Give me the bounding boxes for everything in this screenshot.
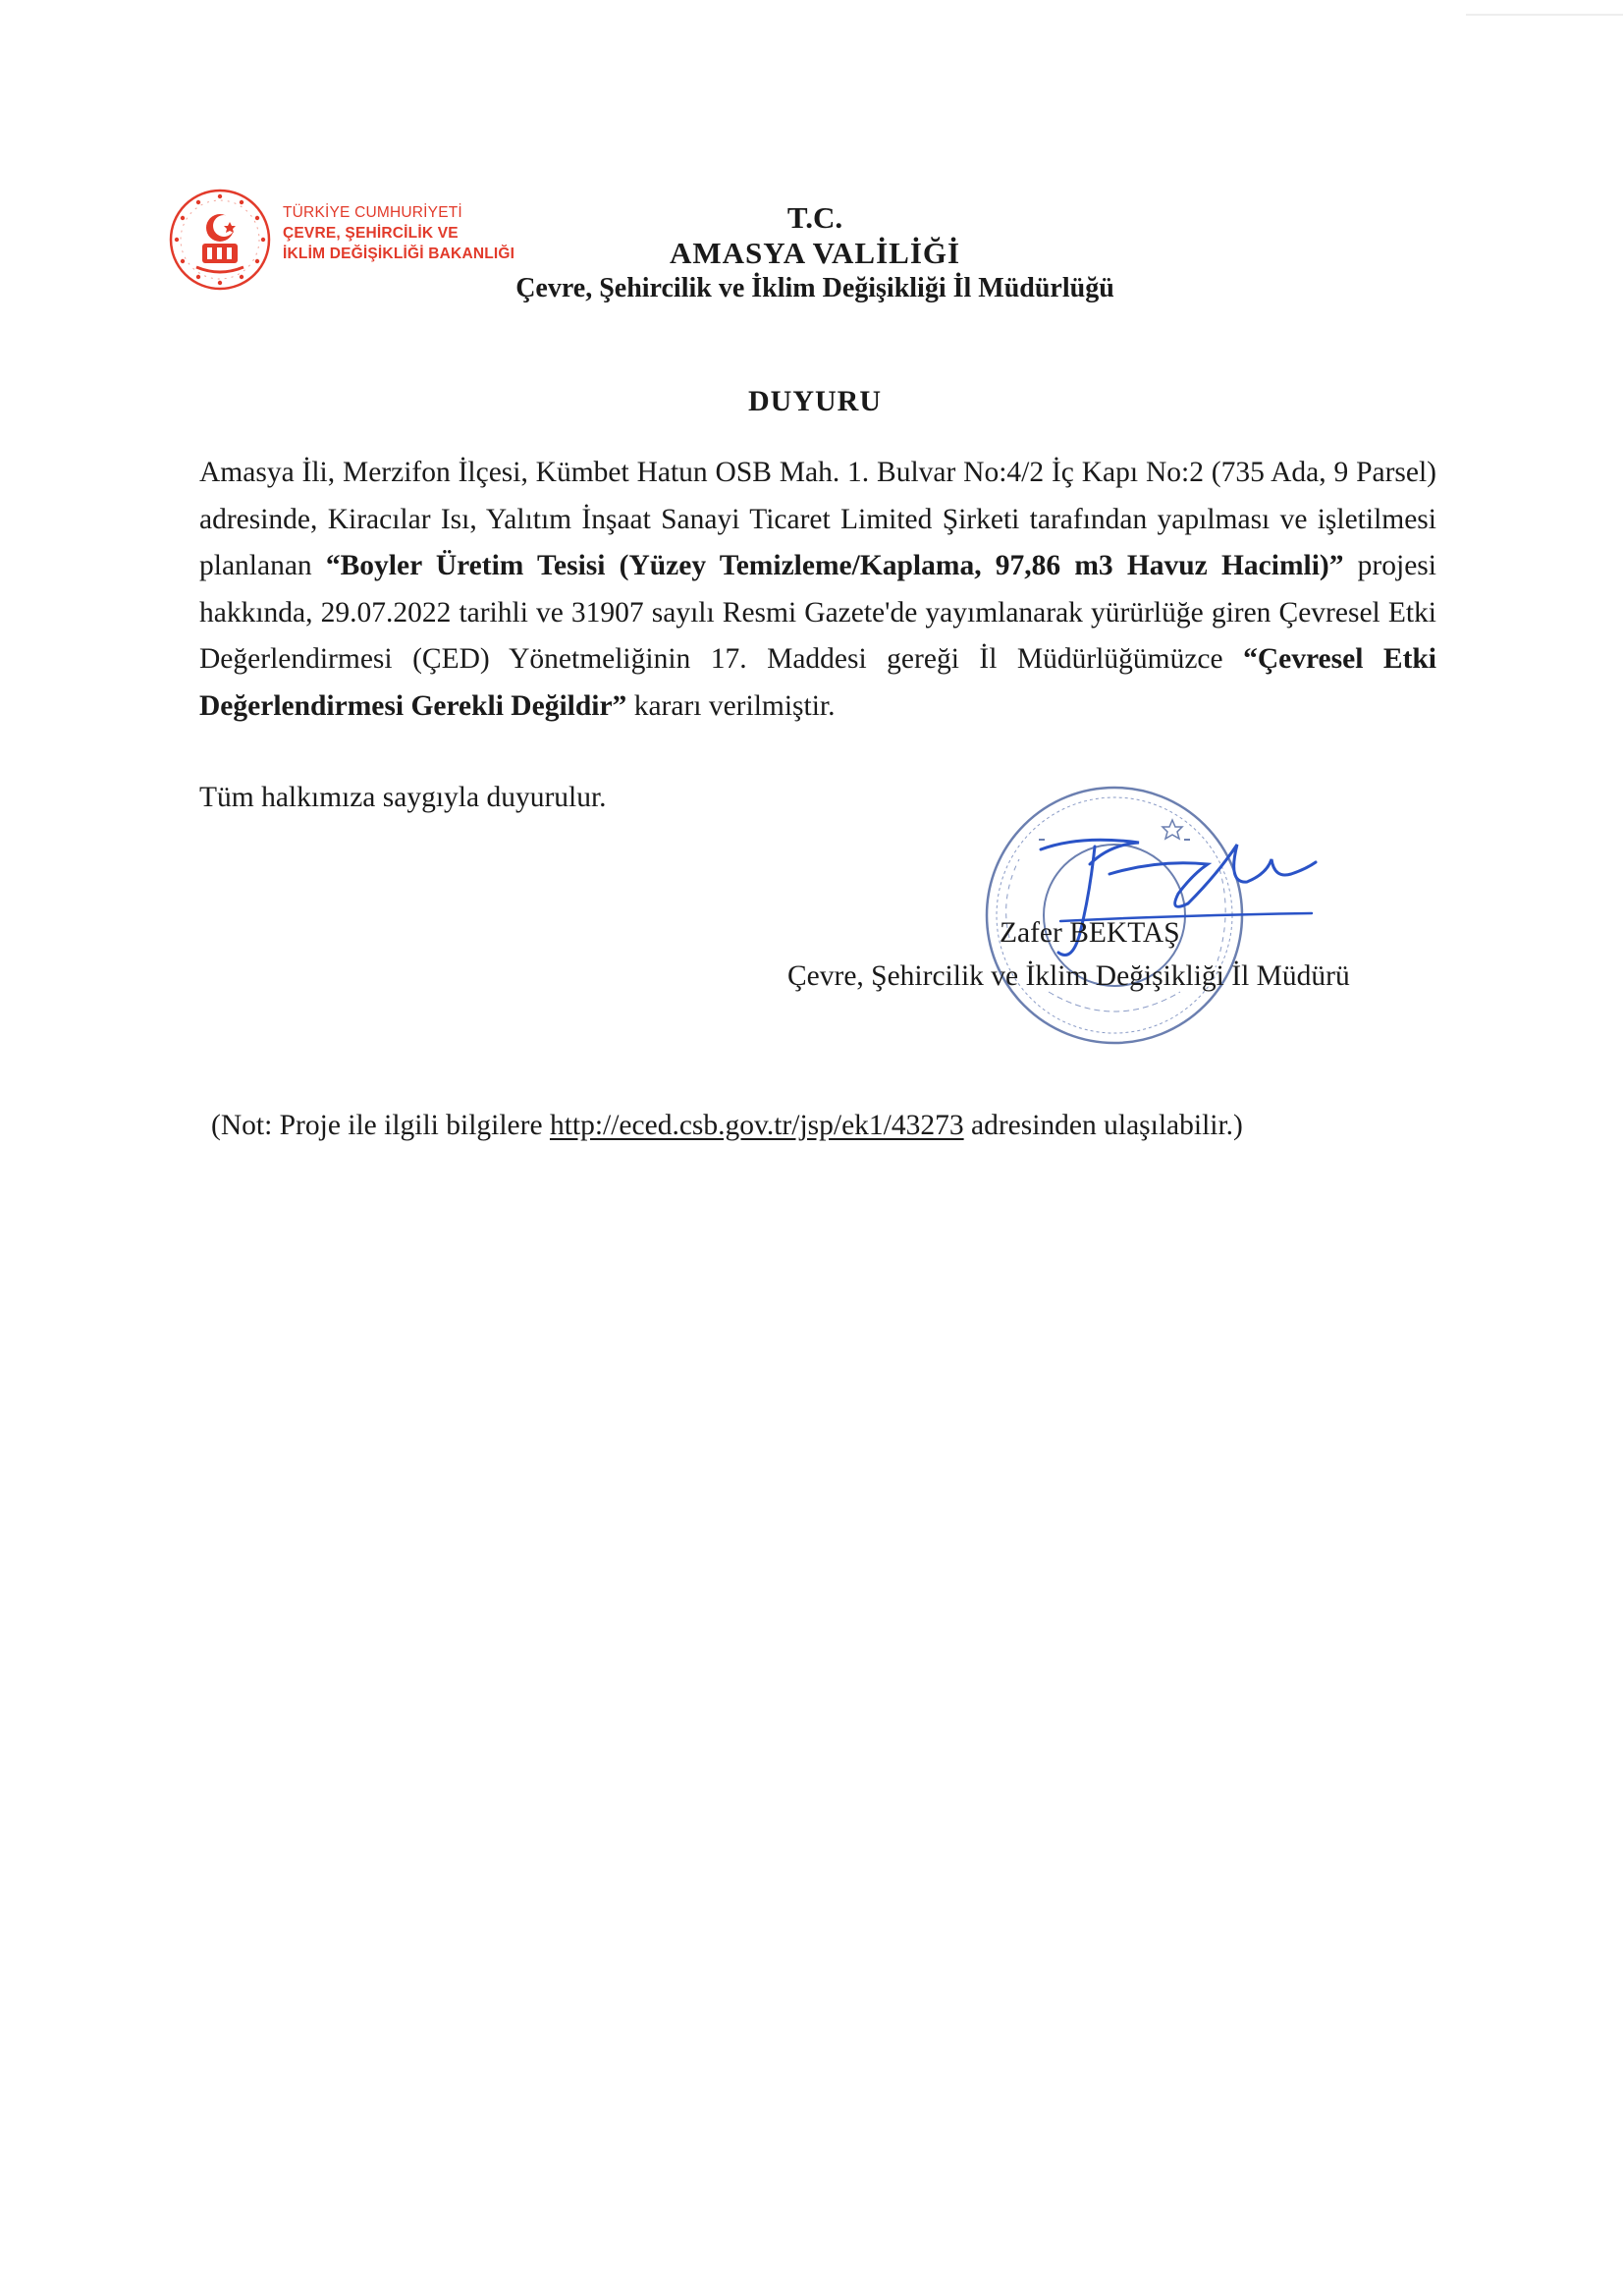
body-part-1: Amasya İli, Merzifon İlçesi, Kümbet Hatun OSB Mah. 1. Bulvar No:4/2 İç Kapı No:2 (735 Ada, 9 Parsel) adresinde, Kiracılar Isı, Yalıtım İnşaat Sanayi Ticaret Limited Şirketi tarafından yapılması ve işletilmesi planlanan (199, 457, 1436, 581)
project-name: “Boyler Üretim Tesisi (Yüzey Temizleme/Kaplama, 97,86 m3 Havuz Hacimli)” (325, 550, 1344, 581)
header-directorate: Çevre, Şehircilik ve İklim Değişikliği İl Müdürlüğü (515, 273, 1114, 303)
header-governorship: AMASYA VALİLİĞİ (669, 236, 961, 270)
announcement-body (199, 450, 1436, 730)
decision-text: “Çevresel Etki Değerlendirmesi Gerekli Değildir” (199, 643, 1436, 722)
project-link[interactable]: http://eced.csb.gov.tr/jsp/ek1/43273 (549, 1110, 964, 1141)
note (211, 1110, 1243, 1142)
ministry-emblem-icon (167, 187, 273, 293)
body-part-3: kararı verilmiştir. (626, 689, 836, 722)
logo-line-3: İKLİM DEĞİŞİKLİĞİ BAKANLIĞI (283, 246, 515, 262)
signer-name: Zafer BEKTAŞ (1000, 917, 1180, 949)
logo-line-2: ÇEVRE, ŞEHİRCİLİK VE (283, 225, 459, 242)
note-suffix: adresinden ulaşılabilir.) (963, 1110, 1243, 1141)
body-part-2: projesi hakkında, 29.07.2022 tarihli ve 31907 sayılı Resmi Gazete'de yayımlanarak yürürlüğe giren Çevresel Etki Değerlendirmesi (ÇED) Yönetmeliğinin 17. Maddesi gereği İl Müdürlüğümüzce (199, 550, 1436, 675)
note-prefix: (Not: Proje ile ilgili bilgilere (211, 1110, 550, 1141)
ministry-name (283, 202, 514, 264)
closing-line: Tüm halkımıza saygıyla duyurulur. (199, 782, 607, 813)
logo-line-1: TÜRKİYE CUMHURİYETİ (283, 204, 462, 221)
scan-artifact (1466, 14, 1623, 16)
ministry-logo (167, 187, 560, 295)
signer-title: Çevre, Şehircilik ve İklim Değişikliği İl Müdürü (787, 960, 1350, 992)
header-tc: T.C. (786, 200, 843, 235)
document-title: DUYURU (748, 385, 882, 417)
